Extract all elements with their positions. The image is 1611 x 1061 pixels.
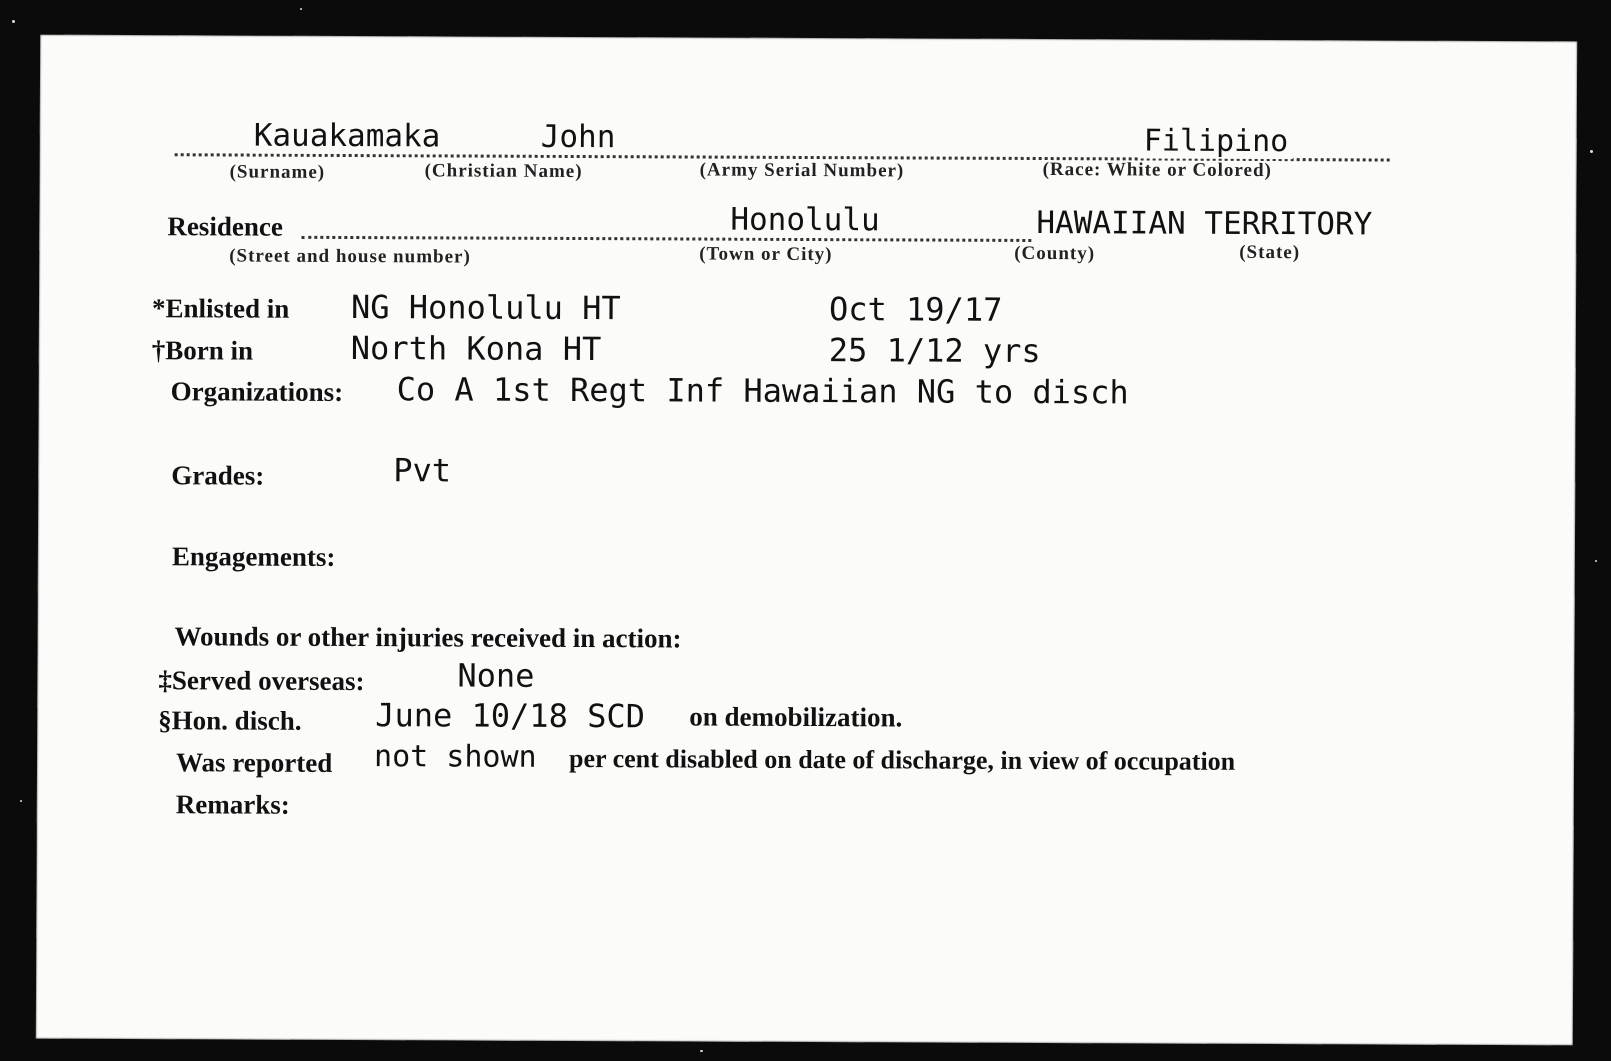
grades-label: Grades: [171,460,265,491]
born-place-value: North Kona HT [350,329,602,369]
residence-town-value: Honolulu [726,202,883,239]
organizations-label: Organizations: [170,376,344,407]
race-value: Filipino [1140,123,1293,159]
residence-label: Residence [167,211,283,242]
age-value: 25 1/12 yrs [828,331,1041,371]
reported-suffix: per cent disabled on date of discharge, in view of occupation [568,743,1236,776]
born-label: †Born in [151,335,254,366]
service-record-card [36,35,1577,1046]
border-speck [700,1050,703,1052]
served-overseas-label: ‡Served overseas: [158,665,365,697]
residence-county-state-value: HAWAIIAN TERRITORY [1036,205,1373,243]
hon-disch-suffix: on demobilization. [689,701,903,733]
served-overseas-value: None [457,656,535,695]
hon-disch-date-value: June 10/18 SCD [375,696,646,736]
engagements-label: Engagements: [171,541,336,572]
hon-disch-label: §Hon. disch. [158,705,302,736]
border-speck [300,8,302,10]
race-caption: (Race: White or Colored) [1042,159,1272,182]
reported-value: not shown [373,739,537,775]
street-caption: (Street and house number) [229,245,471,268]
county-caption: (County) [1014,242,1096,265]
border-speck [20,800,22,802]
remarks-label: Remarks: [175,789,290,820]
reported-prefix: Was reported [175,747,333,778]
surname-caption: (Surname) [229,161,326,183]
enlisted-place-value: NG Honolulu HT [350,288,621,328]
border-speck [1595,560,1597,562]
wounds-label: Wounds or other injuries received in action: [174,621,682,654]
state-caption: (State) [1239,241,1301,264]
enlisted-label: *Enlisted in [151,293,290,324]
organizations-value: Co A 1st Regt Inf Hawaiian NG to disch [396,370,1129,412]
dotted-line [301,236,1031,242]
border-speck [12,20,15,23]
christian-name-value: John [537,119,620,155]
enlisted-date-value: Oct 19/17 [828,290,1003,329]
surname-value: Kauakamaka [250,118,445,155]
border-speck [1590,150,1593,153]
serial-number-caption: (Army Serial Number) [699,159,905,182]
town-caption: (Town or City) [699,243,833,266]
christian-name-caption: (Christian Name) [424,160,583,183]
grades-value: Pvt [393,451,452,490]
